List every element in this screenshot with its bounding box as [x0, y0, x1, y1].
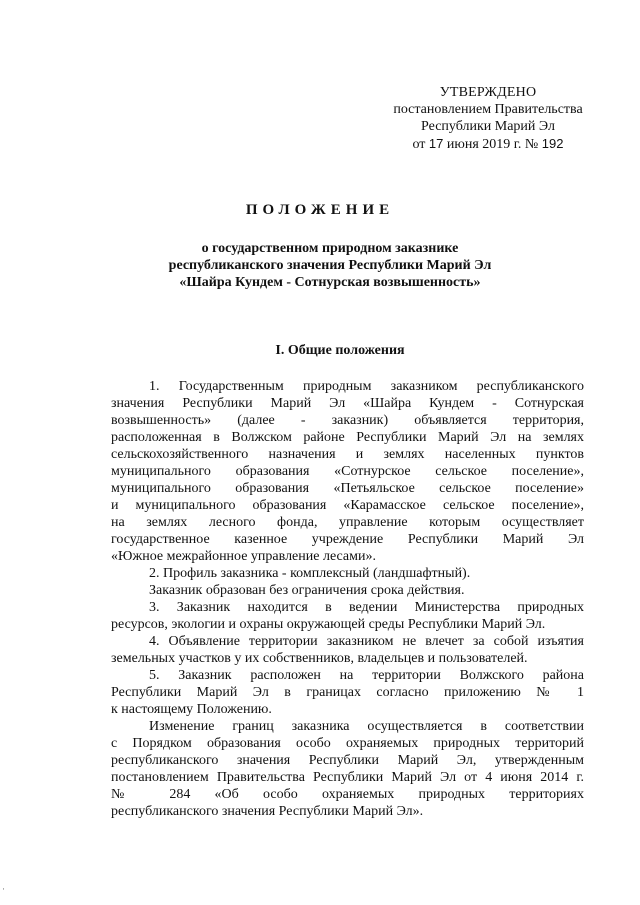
approval-number: 192: [541, 136, 564, 151]
text-line: муниципального образования «Сотнурское сельское поселение»,: [111, 464, 584, 479]
subtitle-line-2: республиканского значения Республики Марий Эл: [168, 258, 492, 273]
text-line: постановлением Правительства Республики Марий Эл от 4 июня 2014 г.: [111, 770, 584, 785]
text-line: с Порядком образования особо охраняемых природных территорий: [111, 736, 584, 751]
paragraph-5: [111, 667, 584, 718]
approval-date-day: 17: [428, 136, 444, 151]
approval-date: [378, 135, 598, 153]
text-line: возвышенность» (далее - заказник) объявляется территория,: [111, 413, 584, 428]
margin-mark: ·: [2, 884, 5, 894]
document-title: ПОЛОЖЕНИЕ: [245, 202, 395, 218]
paragraph-3: [111, 599, 584, 633]
text-line: 4. Объявление территории заказником не влечет за собой изъятия: [149, 634, 584, 649]
text-line: Изменение границ заказника осуществляется в соответствии: [149, 719, 584, 734]
approval-date-prefix: от: [412, 137, 426, 152]
text-line: на землях лесного фонда, управление которым осуществляет: [111, 515, 584, 530]
text-line: республиканского значения Республики Марий Эл».: [111, 804, 424, 819]
text-line: № 284 «Об особо охраняемых природных территориях: [111, 787, 584, 802]
text-line: 1. Государственным природным заказником республиканского: [149, 379, 584, 394]
text-line: государственное казенное учреждение Республики Марий Эл: [111, 532, 584, 547]
subtitle-line-3: «Шайра Кундем - Сотнурская возвышенность»: [179, 275, 481, 290]
document-subtitle: [120, 240, 540, 291]
paragraph-6: [111, 718, 584, 820]
text-line: расположенная в Волжском районе Республики Марий Эл на землях: [111, 430, 584, 445]
paragraph-4: [111, 633, 584, 667]
document-body: [111, 378, 584, 820]
text-line: Республики Марий Эл в границах согласно приложению № 1: [111, 685, 584, 700]
subtitle-line-1: о государственном природном заказнике: [201, 241, 459, 256]
text-line: 5. Заказник расположен на территории Волжского района: [149, 668, 584, 683]
text-line: значения Республики Марий Эл «Шайра Кундем - Сотнурская: [111, 396, 584, 411]
text-line: республиканского значения Республики Марий Эл, утвержденным: [111, 753, 584, 768]
text-line: к настоящему Положению.: [111, 702, 272, 717]
approval-stamp: [378, 84, 598, 153]
text-line: сельскохозяйственного назначения и землях населенных пунктов: [111, 447, 584, 462]
text-line: муниципального образования «Петьяльское сельское поселение»: [111, 481, 584, 496]
text-line: и муниципального образования «Карамасское сельское поселение»,: [111, 498, 584, 513]
approval-date-rest: июня 2019 г. №: [446, 137, 539, 152]
approval-line-2: постановлением Правительства: [393, 102, 583, 117]
approval-line-3: Республики Марий Эл: [421, 119, 555, 134]
section-heading: I. Общие положения: [275, 343, 405, 358]
text-line: земельных участков у их собственников, владельцев и пользователей.: [111, 651, 528, 666]
text-line: «Южное межрайонное управление лесами».: [111, 549, 376, 564]
text-line: 3. Заказник находится в ведении Министерства природных: [149, 600, 584, 615]
text-line: ресурсов, экологии и охраны окружающей среды Республики Марий Эл.: [111, 617, 546, 632]
paragraph-2b: Заказник образован без ограничения срока действия.: [149, 583, 465, 598]
approval-heading: УТВЕРЖДЕНО: [439, 85, 537, 100]
paragraph-2: 2. Профиль заказника - комплексный (ландшафтный).: [149, 566, 471, 581]
paragraph-1: [111, 378, 584, 565]
